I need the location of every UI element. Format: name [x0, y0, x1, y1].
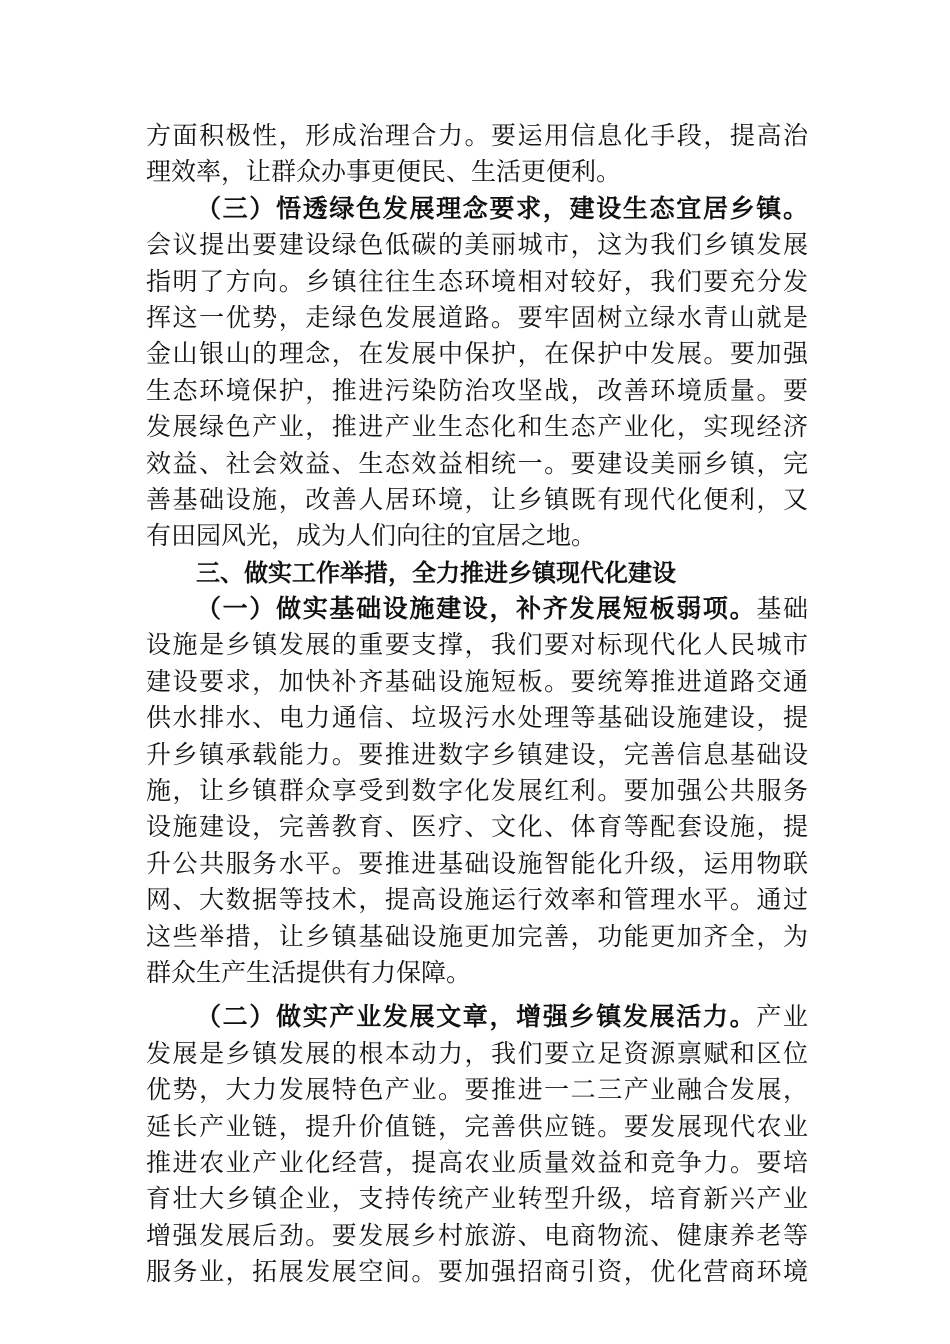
text-line: 设施建设，完善教育、医疗、文化、体育等配套设施，提	[146, 812, 808, 842]
text-line: 效益、社会效益、生态效益相统一。要建设美丽乡镇，完	[146, 448, 808, 478]
text-line: 挥这一优势，走绿色发展道路。要牢固树立绿水青山就是	[146, 302, 808, 332]
document-body	[146, 118, 808, 1291]
lead-tail-text: 产业	[756, 1002, 808, 1032]
text-line: 升公共服务水平。要推进基础设施智能化升级，运用物联	[146, 848, 808, 878]
lead-tail-text: 基础	[756, 594, 808, 624]
text-line: 设施是乡镇发展的重要支撑，我们要对标现代化人民城市	[146, 630, 808, 660]
text-line: 育壮大乡镇企业，支持传统产业转型升级，培育新兴产业	[146, 1184, 808, 1214]
text-line: 生态环境保护，推进污染防治攻坚战，改善环境质量。要	[146, 375, 808, 405]
text-line: 指明了方向。乡镇往往生态环境相对较好，我们要充分发	[146, 266, 808, 296]
text-line: 会议提出要建设绿色低碳的美丽城市，这为我们乡镇发展	[146, 230, 808, 260]
text-line: 群众生产生活提供有力保障。	[146, 957, 472, 987]
text-line: 网、大数据等技术，提高设施运行效率和管理水平。通过	[146, 885, 808, 915]
paragraph-gap	[146, 991, 808, 999]
text-line: 这些举措，让乡镇基础设施更加完善，功能更加齐全，为	[146, 921, 808, 951]
text-line: 理效率，让群众办事更便民、生活更便利。	[146, 157, 622, 187]
text-line: 供水排水、电力通信、垃圾污水处理等基础设施建设，提	[146, 703, 808, 733]
text-line: 善基础设施，改善人居环境，让乡镇既有现代化便利，又	[146, 484, 808, 514]
text-line: 方面积极性，形成治理合力。要运用信息化手段，提高治	[146, 121, 808, 150]
text-line: 推进农业产业化经营，提高农业质量效益和竞争力。要培	[146, 1147, 808, 1177]
paragraph-lead-line	[146, 191, 808, 227]
section-heading: 三、做实工作举措，全力推进乡镇现代化建设	[196, 558, 676, 587]
paragraph-lead-line	[146, 591, 808, 627]
text-line: 发展是乡镇发展的根本动力，我们要立足资源禀赋和区位	[146, 1038, 808, 1068]
text-line: 服务业，拓展发展空间。要加强招商引资，优化营商环境	[146, 1257, 808, 1287]
paragraph-lead-line	[146, 999, 808, 1035]
text-line: 建设要求，加快补齐基础设施短板。要统筹推进道路交通	[146, 666, 808, 696]
paragraph-subheading: （二）做实产业发展文章，增强乡镇发展活力。	[196, 1002, 757, 1032]
text-line: 延长产业链，提升价值链，完善供应链。要发展现代农业	[146, 1111, 808, 1141]
text-line: 增强发展后劲。要发展乡村旅游、电商物流、健康养老等	[146, 1220, 808, 1250]
text-line: 发展绿色产业，推进产业生态化和生态产业化，实现经济	[146, 412, 808, 442]
paragraph-subheading: （一）做实基础设施建设，补齐发展短板弱项。	[196, 594, 757, 624]
text-line: 优势，大力发展特色产业。要推进一二三产业融合发展，	[146, 1075, 808, 1105]
paragraph-subheading: （三）悟透绿色发展理念要求，建设生态宜居乡镇。	[196, 193, 808, 223]
text-line: 有田园风光，成为人们向往的宜居之地。	[146, 521, 597, 551]
text-line: 升乡镇承载能力。要推进数字乡镇建设，完善信息基础设	[146, 739, 808, 769]
text-line: 施，让乡镇群众享受到数字化发展红利。要加强公共服务	[146, 776, 808, 806]
text-line: 金山银山的理念，在发展中保护，在保护中发展。要加强	[146, 339, 808, 369]
